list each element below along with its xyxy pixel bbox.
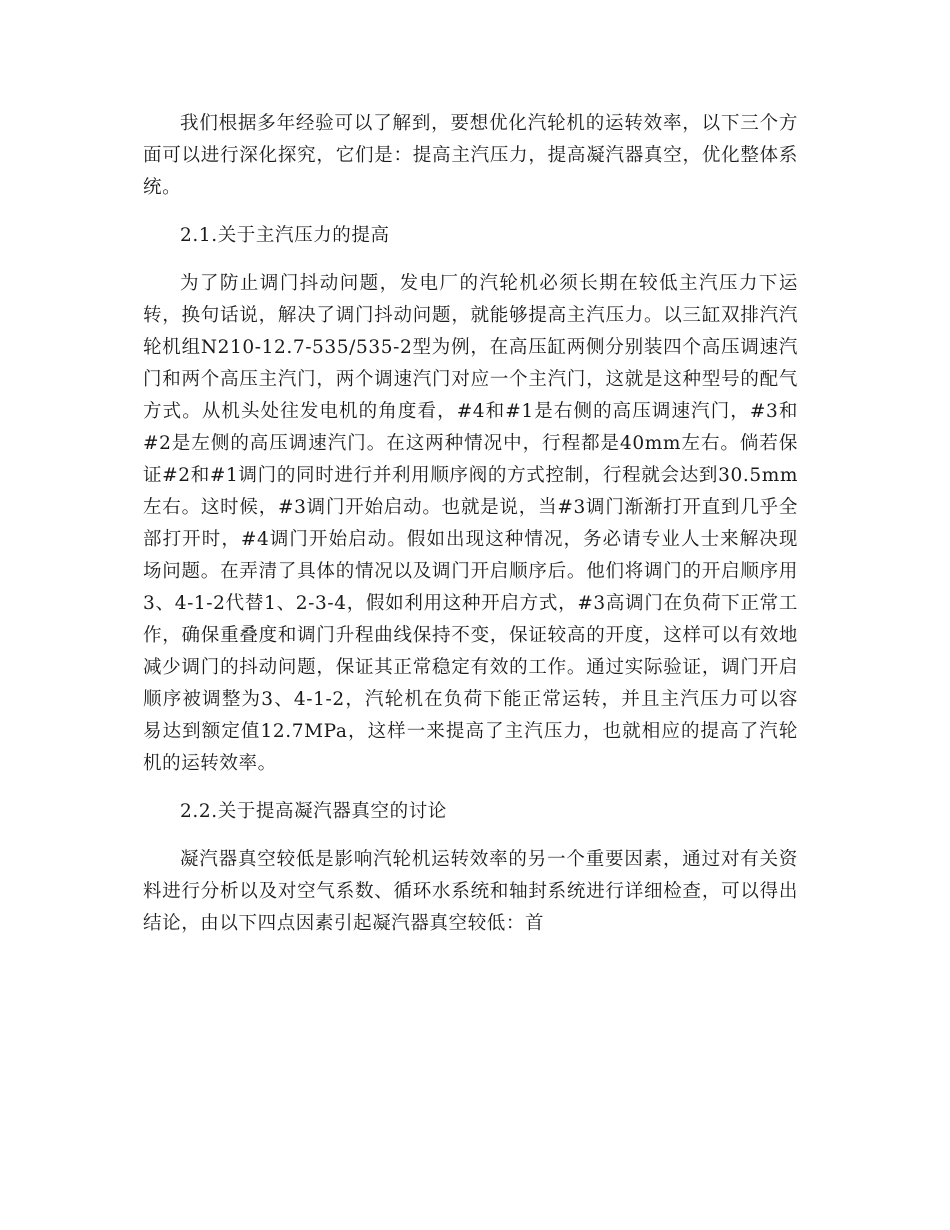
section-heading-2-2: 2.2.关于提高凝汽器真空的讨论 [180, 801, 447, 822]
condenser-vacuum-paragraph: 凝汽器真空较低是影响汽轮机运转效率的另一个重要因素，通过对有关资料进行分析以及对空气系数、循环水系统和轴封系统进行详细检查，可以得出结论，由以下四点因素引起凝汽器真空较低：首 [143, 849, 798, 934]
section-heading-2-1: 2.1.关于主汽压力的提高 [180, 225, 390, 246]
intro-paragraph: 我们根据多年经验可以了解到，要想优化汽轮机的运转效率，以下三个方面可以进行深化探究，它们是：提高主汽压力，提高凝汽器真空，优化整体系统。 [143, 113, 798, 198]
document-body [143, 108, 798, 956]
main-steam-pressure-paragraph: 为了防止调门抖动问题，发电厂的汽轮机必须长期在较低主汽压力下运转，换句话说，解决了调门抖动问题，就能够提高主汽压力。以三缸双排汽汽轮机组N210-12.7-535/535-2型为例，在高压缸两侧分别装四个高压调速汽门和两个高压主汽门，两个调速汽门对应一个主汽门，这就是这种型号的配气方式。从机头处往发电机的角度看，#4和#1是右侧的高压调速汽门，#3和#2是左侧的高压调速汽门。在这两种情况中，行程都是40mm左右。倘若保证#2和#1调门的同时进行并利用顺序阀的方式控制，行程就会达到30.5mm左右。这时候，#3调门开始启动。也就是说，当#3调门渐渐打开直到几乎全部打开时，#4调门开始启动。假如出现这种情况，务必请专业人士来解决现场问题。在弄清了具体的情况以及调门开启顺序后。他们将调门的开启顺序用3、4-1-2代替1、2-3-4，假如利用这种开启方式，#3高调门在负荷下正常工作，确保重叠度和调门升程曲线保持不变，保证较高的开度，这样可以有效地减少调门的抖动问题，保证其正常稳定有效的工作。通过实际验证，调门开启顺序被调整为3、4-1-2，汽轮机在负荷下能正常运转，并且主汽压力可以容易达到额定值12.7MPa，这样一来提高了主汽压力，也就相应的提高了汽轮机的运转效率。 [143, 273, 798, 774]
